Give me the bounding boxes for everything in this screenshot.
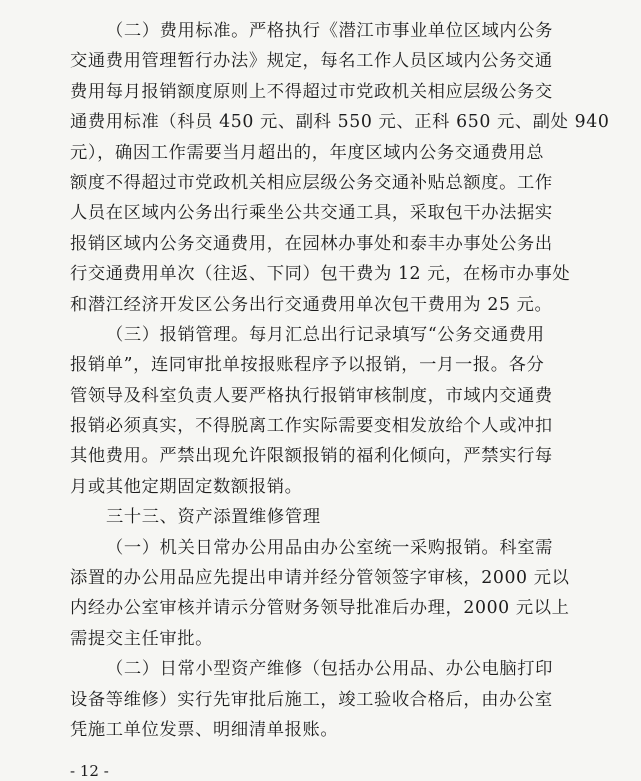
- paragraph-line: （三）报销管理。每月汇总出行记录填写“公务交通费用: [106, 324, 545, 345]
- paragraph-line: 额度不得超过市党政机关相应层级公务交通补贴总额度。工作: [70, 172, 553, 193]
- paragraph-line: 报销必须真实，不得脱离工作实际需要变相发放给个人或冲扣: [70, 416, 553, 437]
- paragraph-line: 人员在区域内公务出行乘坐公共交通工具，采取包干办法据实: [70, 203, 553, 224]
- paragraph-line: 交通费用管理暂行办法》规定，每名工作人员区域内公务交通: [70, 51, 553, 72]
- paragraph-line: 需提交主任审批。: [70, 628, 214, 649]
- paragraph-line: 报销单”，连同审批单按报账程序予以报销，一月一报。各分: [70, 355, 545, 376]
- paragraph-line: 凭施工单位发票、明细清单报账。: [70, 719, 339, 740]
- paragraph-line: 行交通费用单次（往返、下同）包干费为 12 元，在杨市办事处: [70, 264, 571, 285]
- paragraph-line: （二）日常小型资产维修（包括办公用品、办公电脑打印: [106, 659, 554, 680]
- paragraph-line: （二）费用标准。严格执行《潜江市事业单位区域内公务: [106, 21, 554, 41]
- paragraph-line: 元），确因工作需要当月超出的，年度区域内公务交通费用总: [70, 142, 545, 163]
- paragraph-line: 费用每月报销额度原则上不得超过市党政机关相应层级公务交: [70, 81, 553, 102]
- paragraph-line: 通费用标准（科员 450 元、副科 550 元、正科 650 元、副处 940: [70, 112, 610, 133]
- paragraph-line: 管领导及科室负责人要严格执行报销审核制度，市域内交通费: [70, 385, 553, 406]
- paragraph-line: 添置的办公用品应先提出申请并经分管领签字审核，2000 元以: [70, 568, 570, 589]
- paragraph-line: 和潜江经济开发区公务出行交通费用单次包干费用为 25 元。: [70, 294, 553, 315]
- paragraph-line: 月或其他定期固定数额报销。: [70, 476, 303, 497]
- paragraph-line: 其他费用。严禁出现允许限额报销的福利化倾向，严禁实行每: [70, 446, 553, 467]
- paragraph-line: 报销区域内公务交通费用，在园林办事处和泰丰办事处公务出: [70, 233, 553, 254]
- paragraph-line: 内经办公室审核并请示分管财务领导批准后办理，2000 元以上: [70, 598, 570, 619]
- page-number: - 12 -: [70, 762, 109, 780]
- section-heading: 三十三、资产添置维修管理: [106, 507, 321, 528]
- paragraph-line: （一）机关日常办公用品由办公室统一采购报销。科室需: [106, 537, 554, 558]
- paragraph-line: 设备等维修）实行先审批后施工，竣工验收合格后，由办公室: [70, 689, 553, 710]
- document-body: [70, 16, 610, 745]
